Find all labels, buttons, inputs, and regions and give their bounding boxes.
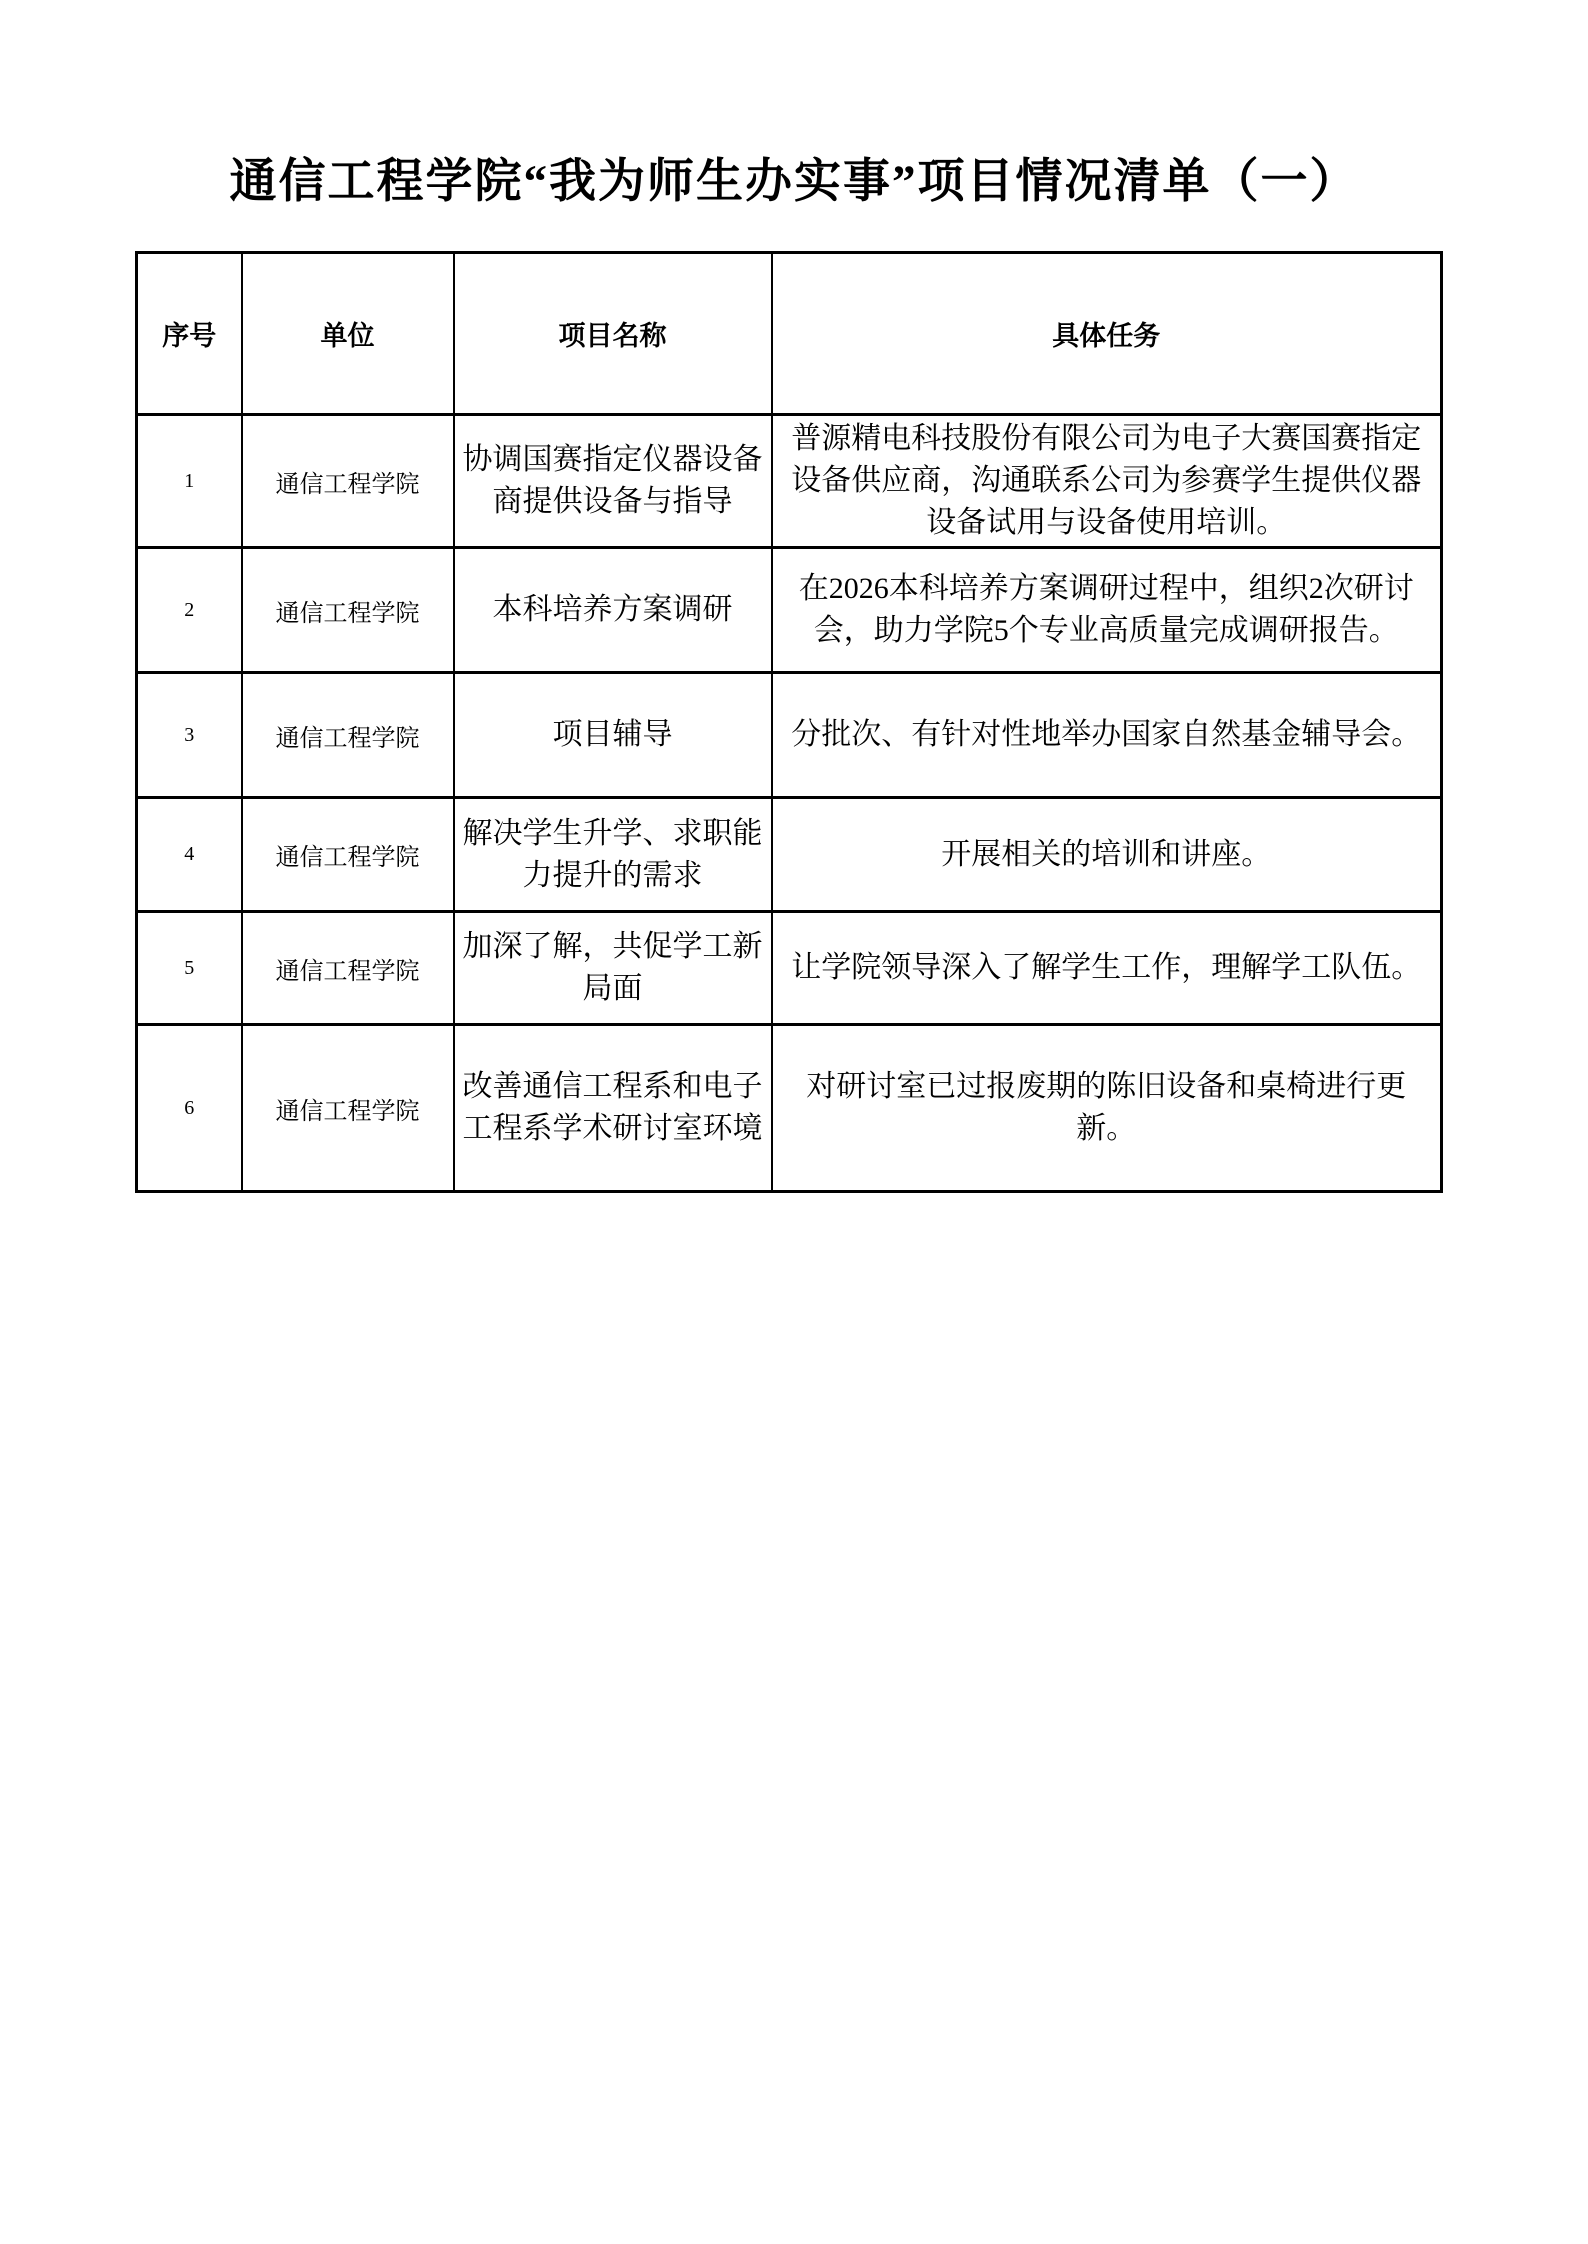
- cell-task: 对研讨室已过报废期的陈旧设备和桌椅进行更新。: [772, 1025, 1442, 1192]
- cell-unit: 通信工程学院: [242, 548, 454, 673]
- cell-unit: 通信工程学院: [242, 798, 454, 912]
- table-row: [137, 1025, 1442, 1192]
- table-row: [137, 912, 1442, 1025]
- cell-index: 6: [137, 1025, 242, 1192]
- cell-index: 5: [137, 912, 242, 1025]
- cell-index: 4: [137, 798, 242, 912]
- cell-project: 解决学生升学、求职能力提升的需求: [454, 798, 772, 912]
- cell-index: 2: [137, 548, 242, 673]
- column-header-project: 项目名称: [454, 253, 772, 415]
- cell-task: 让学院领导深入了解学生工作，理解学工队伍。: [772, 912, 1442, 1025]
- cell-unit: 通信工程学院: [242, 1025, 454, 1192]
- table-row: [137, 798, 1442, 912]
- table-body: [137, 415, 1442, 1192]
- cell-task: 普源精电科技股份有限公司为电子大赛国赛指定设备供应商，沟通联系公司为参赛学生提供仪器设备试用与设备使用培训。: [772, 415, 1442, 548]
- table-row: [137, 673, 1442, 798]
- column-header-task: 具体任务: [772, 253, 1442, 415]
- page-title: 通信工程学院“我为师生办实事”项目情况清单（一）: [229, 156, 1359, 208]
- cell-project: 项目辅导: [454, 673, 772, 798]
- cell-unit: 通信工程学院: [242, 673, 454, 798]
- cell-project: 本科培养方案调研: [454, 548, 772, 673]
- table-row: [137, 548, 1442, 673]
- cell-unit: 通信工程学院: [242, 912, 454, 1025]
- column-header-index: 序号: [137, 253, 242, 415]
- cell-unit: 通信工程学院: [242, 415, 454, 548]
- cell-task: 分批次、有针对性地举办国家自然基金辅导会。: [772, 673, 1442, 798]
- project-table: [135, 251, 1443, 1193]
- cell-project: 改善通信工程系和电子工程系学术研讨室环境: [454, 1025, 772, 1192]
- cell-index: 1: [137, 415, 242, 548]
- cell-task: 开展相关的培训和讲座。: [772, 798, 1442, 912]
- table-header-row: [137, 253, 1442, 415]
- cell-project: 加深了解，共促学工新局面: [454, 912, 772, 1025]
- cell-task: 在2026本科培养方案调研过程中，组织2次研讨会，助力学院5个专业高质量完成调研报告。: [772, 548, 1442, 673]
- cell-index: 3: [137, 673, 242, 798]
- table-row: [137, 415, 1442, 548]
- cell-project: 协调国赛指定仪器设备商提供设备与指导: [454, 415, 772, 548]
- column-header-unit: 单位: [242, 253, 454, 415]
